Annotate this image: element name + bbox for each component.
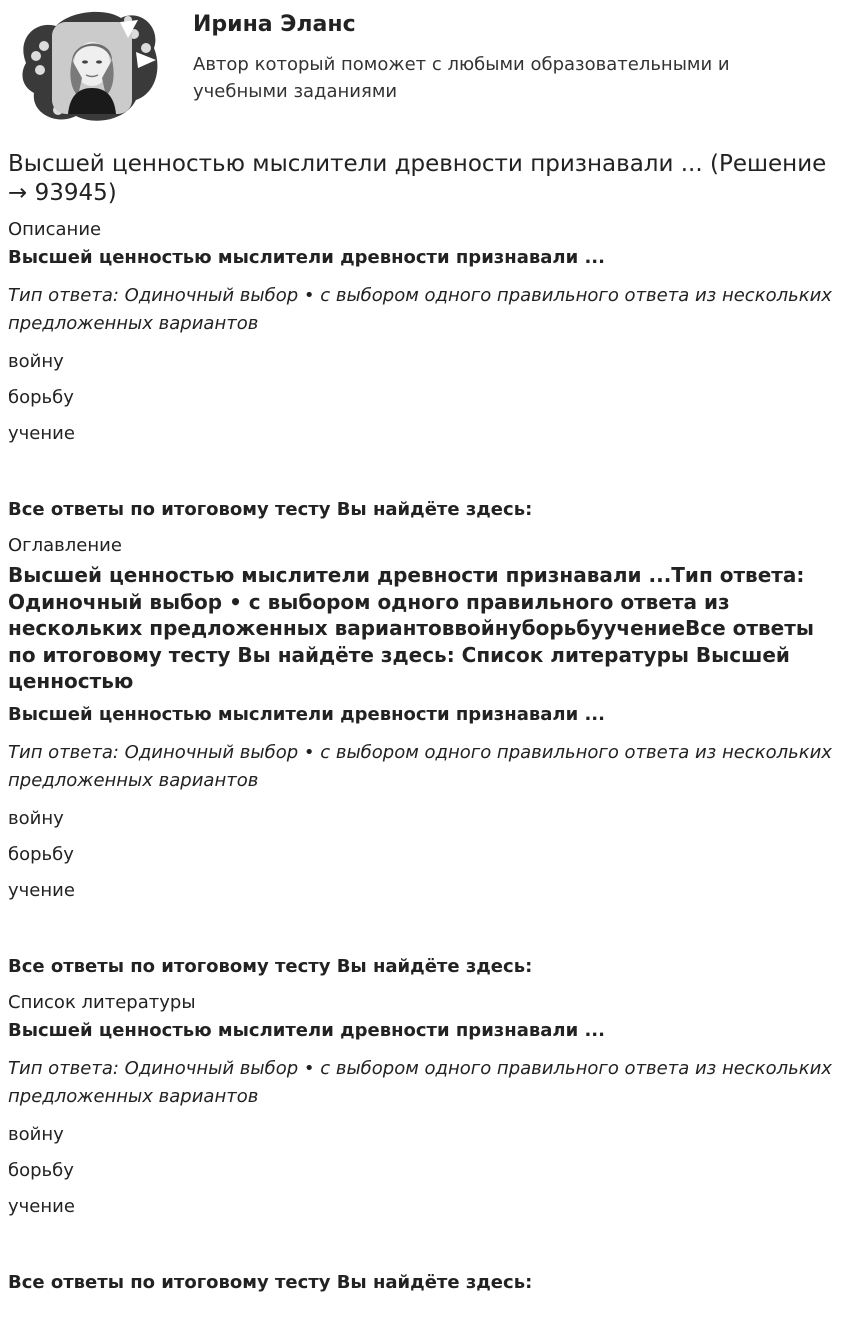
section-label-literature: Список литературы xyxy=(8,991,196,1013)
toc-summary: Высшей ценностью мыслители древности признавали ...Тип ответа: Одиночный выбор • с выбором одного правильного ответа из нескольких предложенных вариантоввойнуборьбуучениеВсе ответы по итоговому тесту Вы найдёте здесь: Список литературы Высшей ценностью xyxy=(8,563,814,693)
section-label-description: Описание xyxy=(8,219,102,240)
option-item: войну xyxy=(8,351,64,372)
author-description: Автор который поможет с любыми образовательными и учебными заданиями xyxy=(193,54,730,102)
all-answers-link[interactable]: Все ответы по итоговому тесту Вы найдёте здесь: xyxy=(8,955,533,977)
answer-type: Тип ответа: Одиночный выбор • с выбором одного правильного ответа из нескольких предложенных вариантов xyxy=(8,741,832,791)
frame-dot xyxy=(31,51,41,61)
question-text: Высшей ценностью мыслители древности признавали ... xyxy=(8,1019,605,1041)
frame-dot xyxy=(35,65,45,75)
description-section xyxy=(8,218,839,522)
author-name[interactable]: Ирина Эланс xyxy=(193,12,356,37)
answer-type: Тип ответа: Одиночный выбор • с выбором одного правильного ответа из нескольких предложенных вариантов xyxy=(8,285,832,334)
option-item: войну xyxy=(8,807,64,829)
option-item: учение xyxy=(8,879,75,901)
answer-type: Тип ответа: Одиночный выбор • с выбором одного правильного ответа из нескольких предложенных вариантов xyxy=(8,1057,832,1107)
all-answers-link[interactable]: Все ответы по итоговому тесту Вы найдёте здесь: xyxy=(8,499,533,520)
literature-section xyxy=(8,991,839,1295)
question-text: Высшей ценностью мыслители древности признавали ... xyxy=(8,703,605,725)
frame-dot xyxy=(39,41,49,51)
all-answers-link[interactable]: Все ответы по итоговому тесту Вы найдёте здесь: xyxy=(8,1271,533,1293)
option-item: борьбу xyxy=(8,387,74,408)
option-item: учение xyxy=(8,1195,75,1217)
option-item: борьбу xyxy=(8,843,74,865)
toc-section xyxy=(8,534,839,979)
author-block xyxy=(8,0,839,130)
option-item: учение xyxy=(8,423,75,444)
page-title: Высшей ценностью мыслители древности признавали ... (Решение → 93945) xyxy=(8,151,827,206)
question-text: Высшей ценностью мыслители древности признавали ... xyxy=(8,247,605,268)
author-avatar[interactable] xyxy=(16,8,158,124)
option-item: борьбу xyxy=(8,1159,74,1181)
section-label-toc: Оглавление xyxy=(8,535,122,556)
frame-dot xyxy=(141,43,151,53)
option-item: войну xyxy=(8,1123,64,1145)
